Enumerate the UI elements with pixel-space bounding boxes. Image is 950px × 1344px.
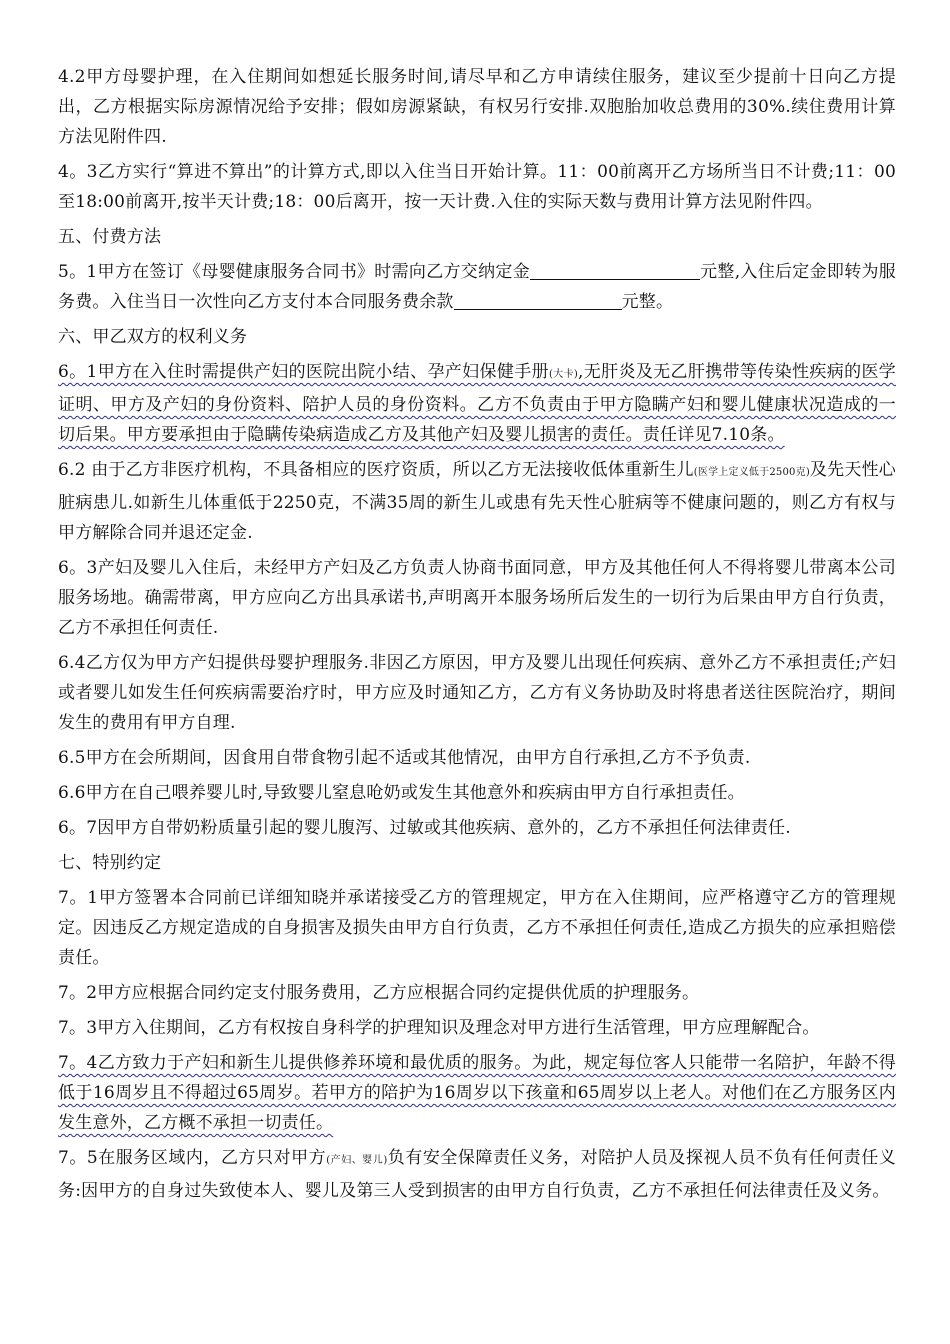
deposit-amount-blank[interactable] xyxy=(530,259,700,280)
section-6-heading: 六、甲乙双方的权利义务 xyxy=(58,327,248,347)
clause-7-3: 7。3甲方入住期间，乙方有权按自身科学的护理知识及理念对甲方进行生活管理，甲方应理解配合。 xyxy=(58,1018,820,1038)
clause-5-1-text-c: 元整。 xyxy=(621,292,674,312)
clause-4-2: 4.2甲方母婴护理，在入住期间如想延长服务时间,请尽早和乙方申请续住服务，建议至少提前十日向乙方提出，乙方根据实际房源情况给予安排；假如房源紧缺，有权另行安排.双胞胎加收总费用的30%.续住费用计算方法见附件四. xyxy=(58,67,896,147)
clause-6-2-note: (医学上定义低于2500克) xyxy=(693,467,810,478)
clause-6-1-text-b: ,无肝炎及无乙肝携带等传染性疾病的医学证明、甲方及产妇的身份资料、陪护人员的身份资料。乙方不负责由于甲方隐瞒产妇和婴儿健康状况造成的一切后果。甲方要承担由于隐瞒传染病造成乙方及其他产妇及婴儿损害的责任。责任详见7.10条。 xyxy=(58,362,897,445)
clause-7-2: 7。2甲方应根据合同约定支付服务费用，乙方应根据合同约定提供优质的护理服务。 xyxy=(58,983,700,1003)
clause-6-3: 6。3产妇及婴儿入住后，未经甲方产妇及乙方负责人协商书面同意，甲方及其他任何人不得将婴儿带离本公司服务场地。确需带离，甲方应向乙方出具承诺书,声明离开本服务场所后发生的一切行为后果由甲方自行负责，乙方不承担任何责任. xyxy=(58,558,896,638)
clause-5-1-text-a: 5。1甲方在签订《母婴健康服务合同书》时需向乙方交纳定金 xyxy=(58,262,530,282)
contract-page xyxy=(58,62,896,1211)
clause-7-5-text-b: 负有安全保障责任义务，对陪护人员及探视人员不负有任何责任义务:因甲方的自身过失致使本人、婴儿及第三人受到损害的由甲方自行负责，乙方不承担任何法律责任及义务。 xyxy=(58,1148,896,1201)
clause-7-5-text-a: 7。5在服务区域内，乙方只对甲方 xyxy=(58,1148,327,1168)
clause-6-2-text-b: 及先天性心脏病患儿.如新生儿体重低于2250克，不满35周的新生儿或患有先天性心脏病等不健康问题的，则乙方有权与甲方解除合同并退还定金. xyxy=(58,460,896,543)
balance-amount-blank[interactable] xyxy=(454,289,622,310)
clause-7-5 xyxy=(58,1143,896,1206)
clause-5-1 xyxy=(58,257,896,317)
clause-6-7: 6。7因甲方自带奶粉质量引起的婴儿腹泻、过敏或其他疾病、意外的，乙方不承担任何法律责任. xyxy=(58,818,791,838)
clause-5-1-text-b: 元整,入住后定金即转为服务费。入住当日一次性向乙方支付本合同服务费余款 xyxy=(58,262,896,312)
section-5-heading: 五、付费方法 xyxy=(58,227,162,247)
clause-6-1 xyxy=(58,357,896,450)
clause-6-2-text-a: 6.2 由于乙方非医疗机构，不具备相应的医疗资质，所以乙方无法接收低体重新生儿 xyxy=(58,460,694,480)
clause-6-1-note: (大卡) xyxy=(548,369,579,380)
clause-6-2 xyxy=(58,455,896,548)
clause-7-4: 7。4乙方致力于产妇和新生儿提供修养环境和最优质的服务。为此，规定每位客人只能带一名陪护，年龄不得低于16周岁且不得超过65周岁。若甲方的陪护为16周岁以下孩童和65周岁以上老人。对他们在乙方服务区内发生意外，乙方概不承担一切责任。 xyxy=(58,1053,896,1133)
clause-4-3: 4。3乙方实行“算进不算出”的计算方式,即以入住当日开始计算。11：00前离开乙方场所当日不计费;11：00至18:00前离开,按半天计费;18：00后离开，按一天计费.入住的实际天数与费用计算方法见附件四。 xyxy=(58,162,896,212)
section-7-heading: 七、特别约定 xyxy=(58,853,162,873)
clause-7-5-note: (产妇、婴儿) xyxy=(326,1155,388,1166)
clause-6-5: 6.5甲方在会所期间，因食用自带食物引起不适或其他情况，由甲方自行承担,乙方不予负责. xyxy=(58,748,751,768)
clause-6-1-text-a: 6。1甲方在入住时需提供产妇的医院出院小结、孕产妇保健手册 xyxy=(58,362,549,382)
clause-7-1: 7。1甲方签署本合同前已详细知晓并承诺接受乙方的管理规定，甲方在入住期间，应严格遵守乙方的管理规定。因违反乙方规定造成的自身损害及损失由甲方自行负责，乙方不承担任何责任,造成乙方损失的应承担赔偿责任。 xyxy=(58,888,896,968)
clause-6-6: 6.6甲方在自己喂养婴儿时,导致婴儿窒息呛奶或发生其他意外和疾病由甲方自行承担责任。 xyxy=(58,783,745,803)
clause-6-4: 6.4乙方仅为甲方产妇提供母婴护理服务.非因乙方原因，甲方及婴儿出现任何疾病、意外乙方不承担责任;产妇或者婴儿如发生任何疾病需要治疗时，甲方应及时通知乙方，乙方有义务协助及时将患者送往医院治疗，期间发生的费用有甲方自理. xyxy=(58,653,896,733)
